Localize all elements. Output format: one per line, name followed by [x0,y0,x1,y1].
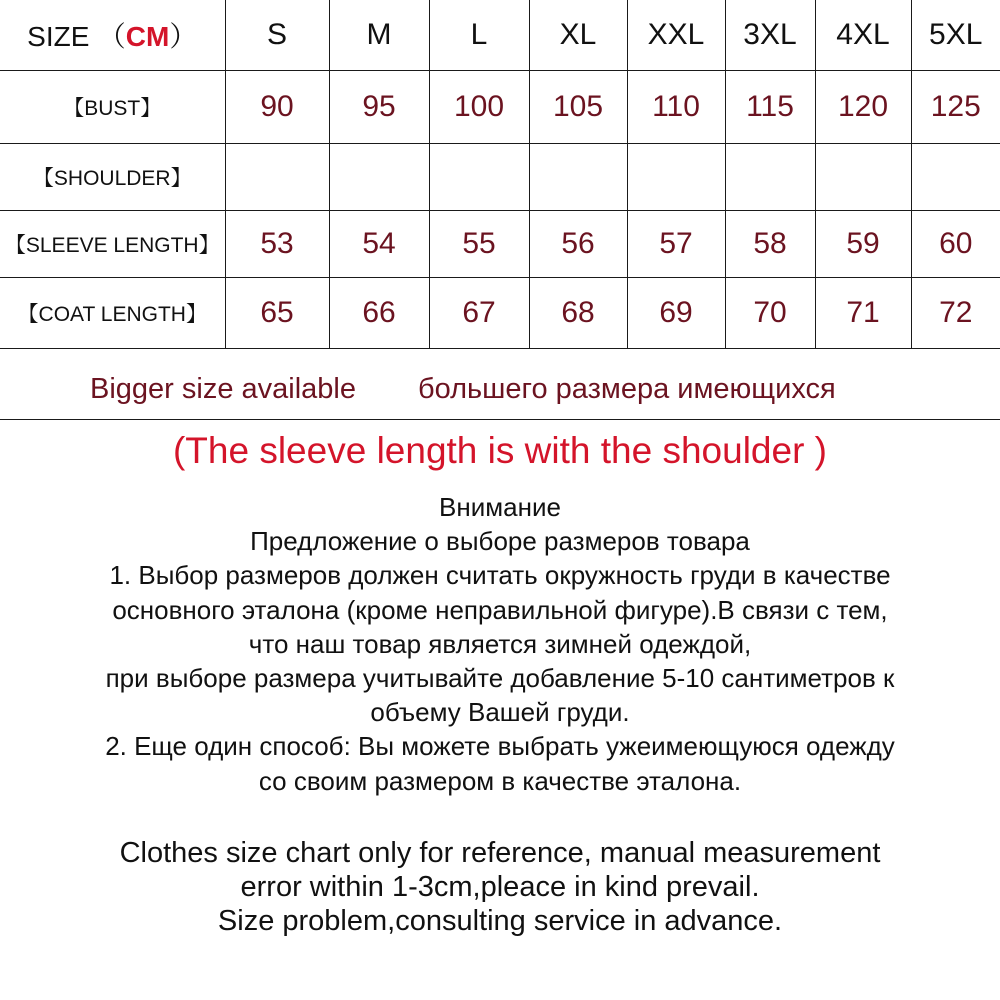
sleeve-length-row [0,211,1000,278]
sleeve-value-s: 53 [225,211,329,278]
shoulder-label: 【SHOULDER】 [0,144,225,211]
unit-close: ） [169,21,198,52]
bust-value-4xl: 120 [815,71,911,144]
sleeve-value-xxl: 57 [627,211,725,278]
shoulder-value-m [329,144,429,211]
reference-notes-en [0,836,1000,938]
bigger-size-banner [0,355,1000,420]
bust-row [0,71,1000,144]
size-unit-header [0,0,225,71]
size-label: SIZE [27,21,90,52]
size-header-xxl: XXL [627,0,725,71]
bust-value-s: 90 [225,71,329,144]
size-header-s: S [225,0,329,71]
coat-value-3xl: 70 [725,278,815,349]
advice-line: со своим размером в качестве эталона. [258,765,742,796]
shoulder-value-l [429,144,529,211]
coat-value-s: 65 [225,278,329,349]
sizing-advice-ru [0,490,1000,798]
size-header-5xl: 5XL [911,0,1000,71]
advice-line: основного эталона (кроме неправильной фигуре).В связи с тем, [112,594,888,625]
sleeve-value-l: 55 [429,211,529,278]
bust-value-xl: 105 [529,71,627,144]
advice-line: при выборе размера учитывайте добавление 5-10 сантиметров к [105,663,895,694]
advice-line: 2. Еще один способ: Вы можете выбрать ужеимеющуюся одежду [105,731,895,762]
sleeve-value-xl: 56 [529,211,627,278]
size-header-xl: XL [529,0,627,71]
coat-length-label: 【COAT LENGTH】 [0,278,225,349]
unit-label: CM [125,21,170,52]
bust-value-m: 95 [329,71,429,144]
advice-line: Предложение о выборе размеров товара [250,526,750,557]
bust-value-xxl: 110 [627,71,725,144]
shoulder-value-s [225,144,329,211]
advice-line: Внимание [439,492,561,522]
bust-label: 【BUST】 [0,71,225,144]
coat-value-m: 66 [329,278,429,349]
advice-line: что наш товар является зимней одеждой, [248,628,752,659]
shoulder-value-5xl [911,144,1000,211]
size-header-l: L [429,0,529,71]
bust-value-5xl: 125 [911,71,1000,144]
sleeve-note: (The sleeve length is with the shoulder ) [172,430,827,471]
size-header-3xl: 3XL [725,0,815,71]
coat-value-l: 67 [429,278,529,349]
advice-line: объему Вашей груди. [370,697,630,728]
size-header-m: M [329,0,429,71]
sleeve-value-3xl: 58 [725,211,815,278]
shoulder-value-xl [529,144,627,211]
shoulder-value-xxl [627,144,725,211]
bust-value-l: 100 [429,71,529,144]
coat-value-5xl: 72 [911,278,1000,349]
reference-line: Clothes size chart only for reference, manual measurement [119,837,881,869]
coat-value-xxl: 69 [627,278,725,349]
bigger-size-text-en: Bigger size available [90,373,356,405]
sleeve-length-label: 【SLEEVE LENGTH】 [0,211,225,278]
sleeve-value-4xl: 59 [815,211,911,278]
size-chart-table [0,0,1000,349]
coat-value-xl: 68 [529,278,627,349]
advice-line: 1. Выбор размеров должен считать окружность груди в качестве [109,560,891,591]
unit-open: （ [97,21,126,52]
bust-value-3xl: 115 [725,71,815,144]
size-header-4xl: 4XL [815,0,911,71]
sleeve-value-m: 54 [329,211,429,278]
bigger-size-text-ru: большего размера имеющихся [418,373,836,405]
reference-line: Size problem,consulting service in advance. [217,905,783,937]
shoulder-row [0,144,1000,211]
shoulder-value-4xl [815,144,911,211]
coat-value-4xl: 71 [815,278,911,349]
size-header-row [0,0,1000,71]
sleeve-value-5xl: 60 [911,211,1000,278]
shoulder-value-3xl [725,144,815,211]
coat-length-row [0,278,1000,349]
reference-line: error within 1-3cm,pleace in kind prevail. [240,871,760,903]
